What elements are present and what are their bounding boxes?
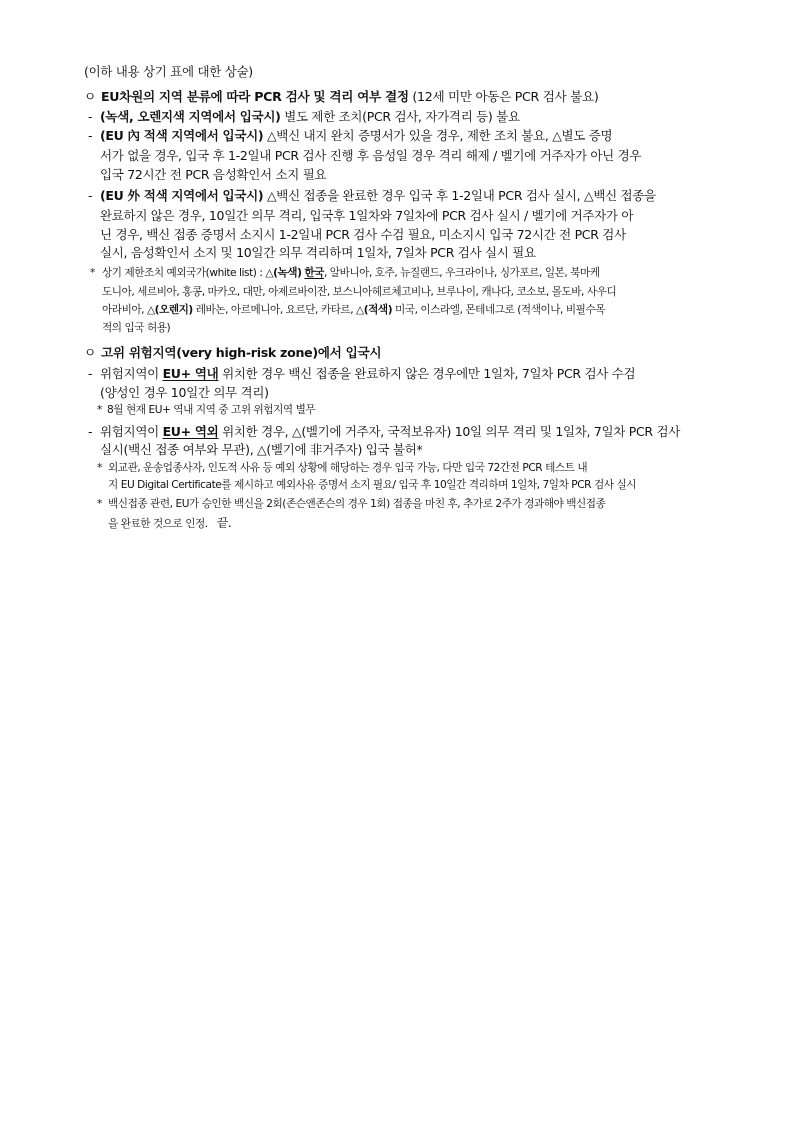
s2-item2-b: 위치한 경우, △(벨기에 거주자, 국적보유자) 10일 의무 격리 및 1일차, 7일차 PCR 검사	[218, 424, 681, 439]
note-star: *	[90, 267, 95, 279]
item3-line3: 닌 경우, 백신 접종 증명서 소지시 1-2일내 PCR 검사 수검 필요, 미소지시 입국 72시간 전 PCR 검사	[100, 227, 626, 242]
section1-item3-line4	[100, 247, 536, 260]
s2-note1-line1: 외교관, 운송업종사자, 인도적 사유 등 예외 상황에 해당하는 경우 입국 가능, 다만 입국 72간전 PCR 테스트 내	[108, 462, 588, 474]
note-line2: 도니아, 세르비아, 홍콩, 마카오, 대만, 아제르바이잔, 보스니아헤르체고비나, 브루나이, 캐나다, 코소보, 몰도바, 사우디	[102, 286, 617, 298]
item3-line1: △백신 접종을 완료한 경우 입국 후 1-2일내 PCR 검사 실시, △백신 접종을	[263, 188, 656, 203]
section1-item3-line1	[88, 190, 656, 203]
dash: -	[88, 424, 93, 439]
note-line3-b: 레바논, 아르메니아, 요르단, 카타르, △	[192, 304, 364, 316]
section1-heading-rest: (12세 미만 아동은 PCR 검사 불요)	[408, 89, 599, 104]
note-star: *	[97, 404, 102, 416]
item1-lead: (녹색, 오렌지색 지역에서 입국시)	[100, 109, 281, 124]
s2-note2-line1: 백신접종 관련, EU가 승인한 백신을 2회(존슨앤존슨의 경우 1회) 접종을 마친 후, 추가로 2주가 경과해야 백신접종	[108, 498, 606, 510]
section1-heading	[84, 91, 598, 104]
note-green-label: (녹색)	[273, 267, 302, 279]
intro-line	[84, 66, 253, 79]
note-orange-label: (오렌지)	[154, 304, 193, 316]
section2-item2-note1-line2	[108, 480, 636, 491]
end-mark: 끝.	[216, 516, 232, 530]
s2-item1-a: 위험지역이	[100, 366, 163, 381]
s2-item1-eu-inside: EU+ 역내	[162, 366, 219, 381]
section1-note-line2	[102, 287, 616, 298]
s2-note2-line2: 을 완료한 것으로 인정.	[108, 518, 208, 530]
section1-item2-line1	[88, 130, 612, 143]
section2-heading	[84, 347, 381, 360]
s2-item2-line2: 실시(백신 접종 여부와 무관), △(벨기에 非거주자) 입국 불허*	[100, 442, 423, 457]
section2-item2-line2	[100, 444, 422, 457]
item2-line1: △백신 내지 완치 증명서가 있을 경우, 제한 조치 불요, △별도 증명	[263, 128, 613, 143]
item3-line2: 완료하지 않은 경우, 10일간 의무 격리, 입국후 1일차와 7일차에 PCR 검사 실시 / 벨기에 거주자가 아	[100, 208, 634, 223]
intro-text: (이하 내용 상기 표에 대한 상술)	[84, 64, 253, 79]
s2-item2-a: 위험지역이	[100, 424, 163, 439]
note-line1-a: 상기 제한조치 예외국가(white list) : △	[102, 267, 274, 279]
section2-item1-line2	[100, 387, 269, 400]
item1-text: 별도 제한 조치(PCR 검사, 자가격리 등) 불요	[280, 109, 520, 124]
dash: -	[88, 109, 93, 124]
section1-item3-line2	[100, 210, 633, 223]
note-star: *	[97, 462, 102, 474]
item2-line2: 서가 없을 경우, 입국 후 1-2일내 PCR 검사 진행 후 음성일 경우 격리 해제 / 벨기에 거주자가 아닌 경우	[100, 148, 642, 163]
item3-line4: 실시, 음성확인서 소지 및 10일간 의무 격리하며 1일차, 7일차 PCR 검사 실시 필요	[100, 245, 536, 260]
section2-item2-note1-line1	[97, 463, 587, 474]
note-line3-c: 미국, 이스라엘, 몬테네그로 (적색이나, 비필수목	[392, 304, 606, 316]
item2-line3: 입국 72시간 전 PCR 음성확인서 소지 필요	[100, 167, 327, 182]
s2-item1-line2: (양성인 경우 10일간 의무 격리)	[100, 385, 269, 400]
section1-note-line4	[102, 323, 170, 334]
s2-item1-b: 위치한 경우 백신 접종을 완료하지 않은 경우에만 1일차, 7일차 PCR 검사 수검	[218, 366, 636, 381]
dash: -	[88, 366, 93, 381]
section1-note-line3	[102, 305, 605, 316]
section1-bullet: ㅇ	[84, 89, 96, 104]
note-line4: 적의 입국 허용)	[102, 322, 171, 334]
section2-heading-bold: 고위 위험지역(very high-risk zone)에서 입국시	[101, 345, 382, 360]
note-line3-a: 아라비아, △	[102, 304, 155, 316]
dash: -	[88, 188, 93, 203]
section2-item1-line1	[88, 368, 635, 381]
section1-heading-bold: EU차원의 지역 분류에 따라 PCR 검사 및 격리 여부 결정	[101, 89, 409, 104]
section2-item1-note	[97, 405, 315, 416]
section1-item2-line3	[100, 169, 326, 182]
section2-item2-line1	[88, 426, 680, 439]
note-red-label: (적색)	[363, 304, 393, 316]
item2-lead: (EU 內 적색 지역에서 입국시)	[100, 128, 264, 143]
section2-bullet: ㅇ	[84, 345, 96, 360]
section1-item3-line3	[100, 229, 626, 242]
s2-item1-note: 8월 현재 EU+ 역내 지역 중 고위 위험지역 별무	[107, 404, 316, 416]
section2-item2-note2-line2	[108, 517, 231, 530]
section2-item2-note2-line1	[97, 499, 605, 510]
s2-item2-eu-outside: EU+ 역외	[162, 424, 219, 439]
item3-lead: (EU 外 적색 지역에서 입국시)	[100, 188, 264, 203]
note-korea: 한국	[304, 267, 324, 279]
section1-item2-line2	[100, 150, 641, 163]
note-line1-c: , 알바니아, 호주, 뉴질랜드, 우크라이나, 싱가포르, 일본, 북마케	[323, 267, 600, 279]
note-star: *	[97, 498, 102, 510]
section1-item1	[88, 111, 520, 124]
s2-note1-line2: 지 EU Digital Certificate를 제시하고 예외사유 증명서 소지 필요/ 입국 후 10일간 격리하며 1일차, 7일차 PCR 검사 실시	[108, 479, 637, 491]
dash: -	[88, 128, 93, 143]
section1-note-line1	[90, 268, 600, 279]
